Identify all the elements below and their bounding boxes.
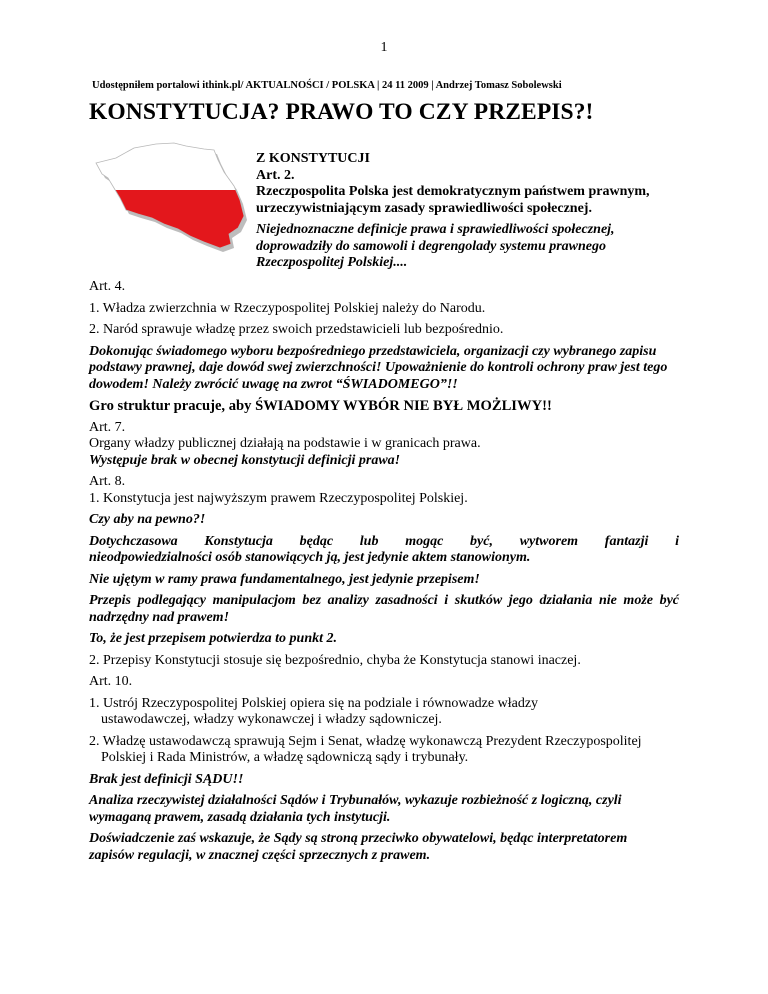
poland-flag-map-icon bbox=[86, 138, 252, 256]
document-title: KONSTYTUCJA? PRAWO TO CZY PRZEPIS?! bbox=[89, 99, 594, 125]
art10-comment-1: Brak jest definicji SĄDU!! bbox=[89, 771, 244, 787]
art8-point-1: 1. Konstytucja jest najwyższym prawem Rzeczypospolitej Polskiej. bbox=[89, 490, 468, 506]
art4-point-2: 2. Naród sprawuje władzę przez swoich przedstawicieli lub bezpośrednio. bbox=[89, 322, 504, 337]
constitution-intro bbox=[256, 151, 676, 272]
document-body bbox=[89, 279, 679, 864]
art4-label: Art. 4. bbox=[89, 279, 126, 294]
art8-label: Art. 8. bbox=[89, 474, 126, 489]
art7-comment: Występuje brak w obecnej konstytucji definicji prawa! bbox=[89, 452, 401, 468]
art10-label: Art. 10. bbox=[89, 674, 133, 689]
art8-point-2: 2. Przepisy Konstytucji stosuje się bezpośrednio, chyba że Konstytucja stanowi inaczej. bbox=[89, 652, 581, 668]
art4-gro-statement: Gro struktur pracuje, aby ŚWIADOMY WYBÓR NIE BYŁ MOŻLIWY!! bbox=[89, 398, 552, 414]
art7-text: Organy władzy publicznej działają na podstawie i w granicach prawa. bbox=[89, 436, 481, 451]
art10-point-2: 2. Władzę ustawodawczą sprawują Sejm i Senat, władzę wykonawczą Prezydent Rzeczypospolitej Polskiej i Rada Ministrów, a władzę sądowniczą sądy i trybunały. bbox=[89, 733, 642, 765]
art8-comment-2-line-2: nieodpowiedzialności osób stanowiących ją, jest jedynie aktem stanowionym. bbox=[89, 550, 531, 565]
page-number: 1 bbox=[380, 40, 388, 55]
art10-point-1: 1. Ustrój Rzeczypospolitej Polskiej opiera się na podziale i równowadze władzy ustawodawczej, władzy wykonawczej i władzy sądowniczej. bbox=[89, 695, 539, 727]
art8-comment-5: To, że jest przepisem potwierdza to punkt 2. bbox=[89, 631, 338, 646]
art8-comment-1: Czy aby na pewno?! bbox=[89, 512, 206, 527]
intro-comment: Niejednoznaczne definicje prawa i sprawiedliwości społecznej, doprowadziły do samowoli i degrengolady systemu prawnego Rzeczpospolitej Polskiej.... bbox=[256, 222, 615, 270]
intro-heading: Z KONSTYTUCJI bbox=[256, 151, 370, 166]
art8-comment-2-line-1: Dotychczasowa Konstytucja będąc lub mogąc być, wytworem fantazji i bbox=[89, 533, 679, 549]
art10-comment-3: Doświadczenie zaś wskazuje, że Sądy są stroną przeciwko obywatelowi, będąc interpretatorem zapisów regulacji, w znacznej części sprzecznych z prawem. bbox=[89, 831, 628, 863]
intro-article-label: Art. 2. bbox=[256, 167, 295, 183]
intro-article-text: Rzeczpospolita Polska jest demokratycznym państwem prawnym, urzeczywistniającym zasady sprawiedliwości społecznej. bbox=[256, 184, 650, 216]
art4-point-1: 1. Władza zwierzchnia w Rzeczypospolitej Polskiej należy do Narodu. bbox=[89, 300, 486, 316]
art10-comment-2: Analiza rzeczywistej działalności Sądów i Trybunałów, wykazuje rozbieżność z logiczną, czyli wymaganą prawem, zasadą działania tych instytucji. bbox=[89, 793, 622, 825]
art4-comment: Dokonując świadomego wyboru bezpośredniego przedstawiciela, organizacji czy wybranego zapisu podstawy prawnej, daje dowód swej zwierzchności! Upoważnienie do kontroli ochrony praw jest tego dowodem! Należy zwrócić uwagę na zwrot “ŚWIADOMEGO”!! bbox=[89, 343, 668, 392]
source-line: Udostępniłem portalowi ithink.pl/ AKTUALNOŚCI / POLSKA | 24 11 2009 | Andrzej Tomasz Sobolewski bbox=[92, 80, 562, 91]
art8-comment-3: Nie ujętym w ramy prawa fundamentalnego, jest jedynie przepisem! bbox=[89, 571, 480, 587]
art8-comment-4: Przepis podlegający manipulacjom bez analizy zasadności i skutków jego działania nie może być nadrzędny nad prawem! bbox=[89, 593, 679, 625]
art7-label: Art. 7. bbox=[89, 419, 126, 435]
